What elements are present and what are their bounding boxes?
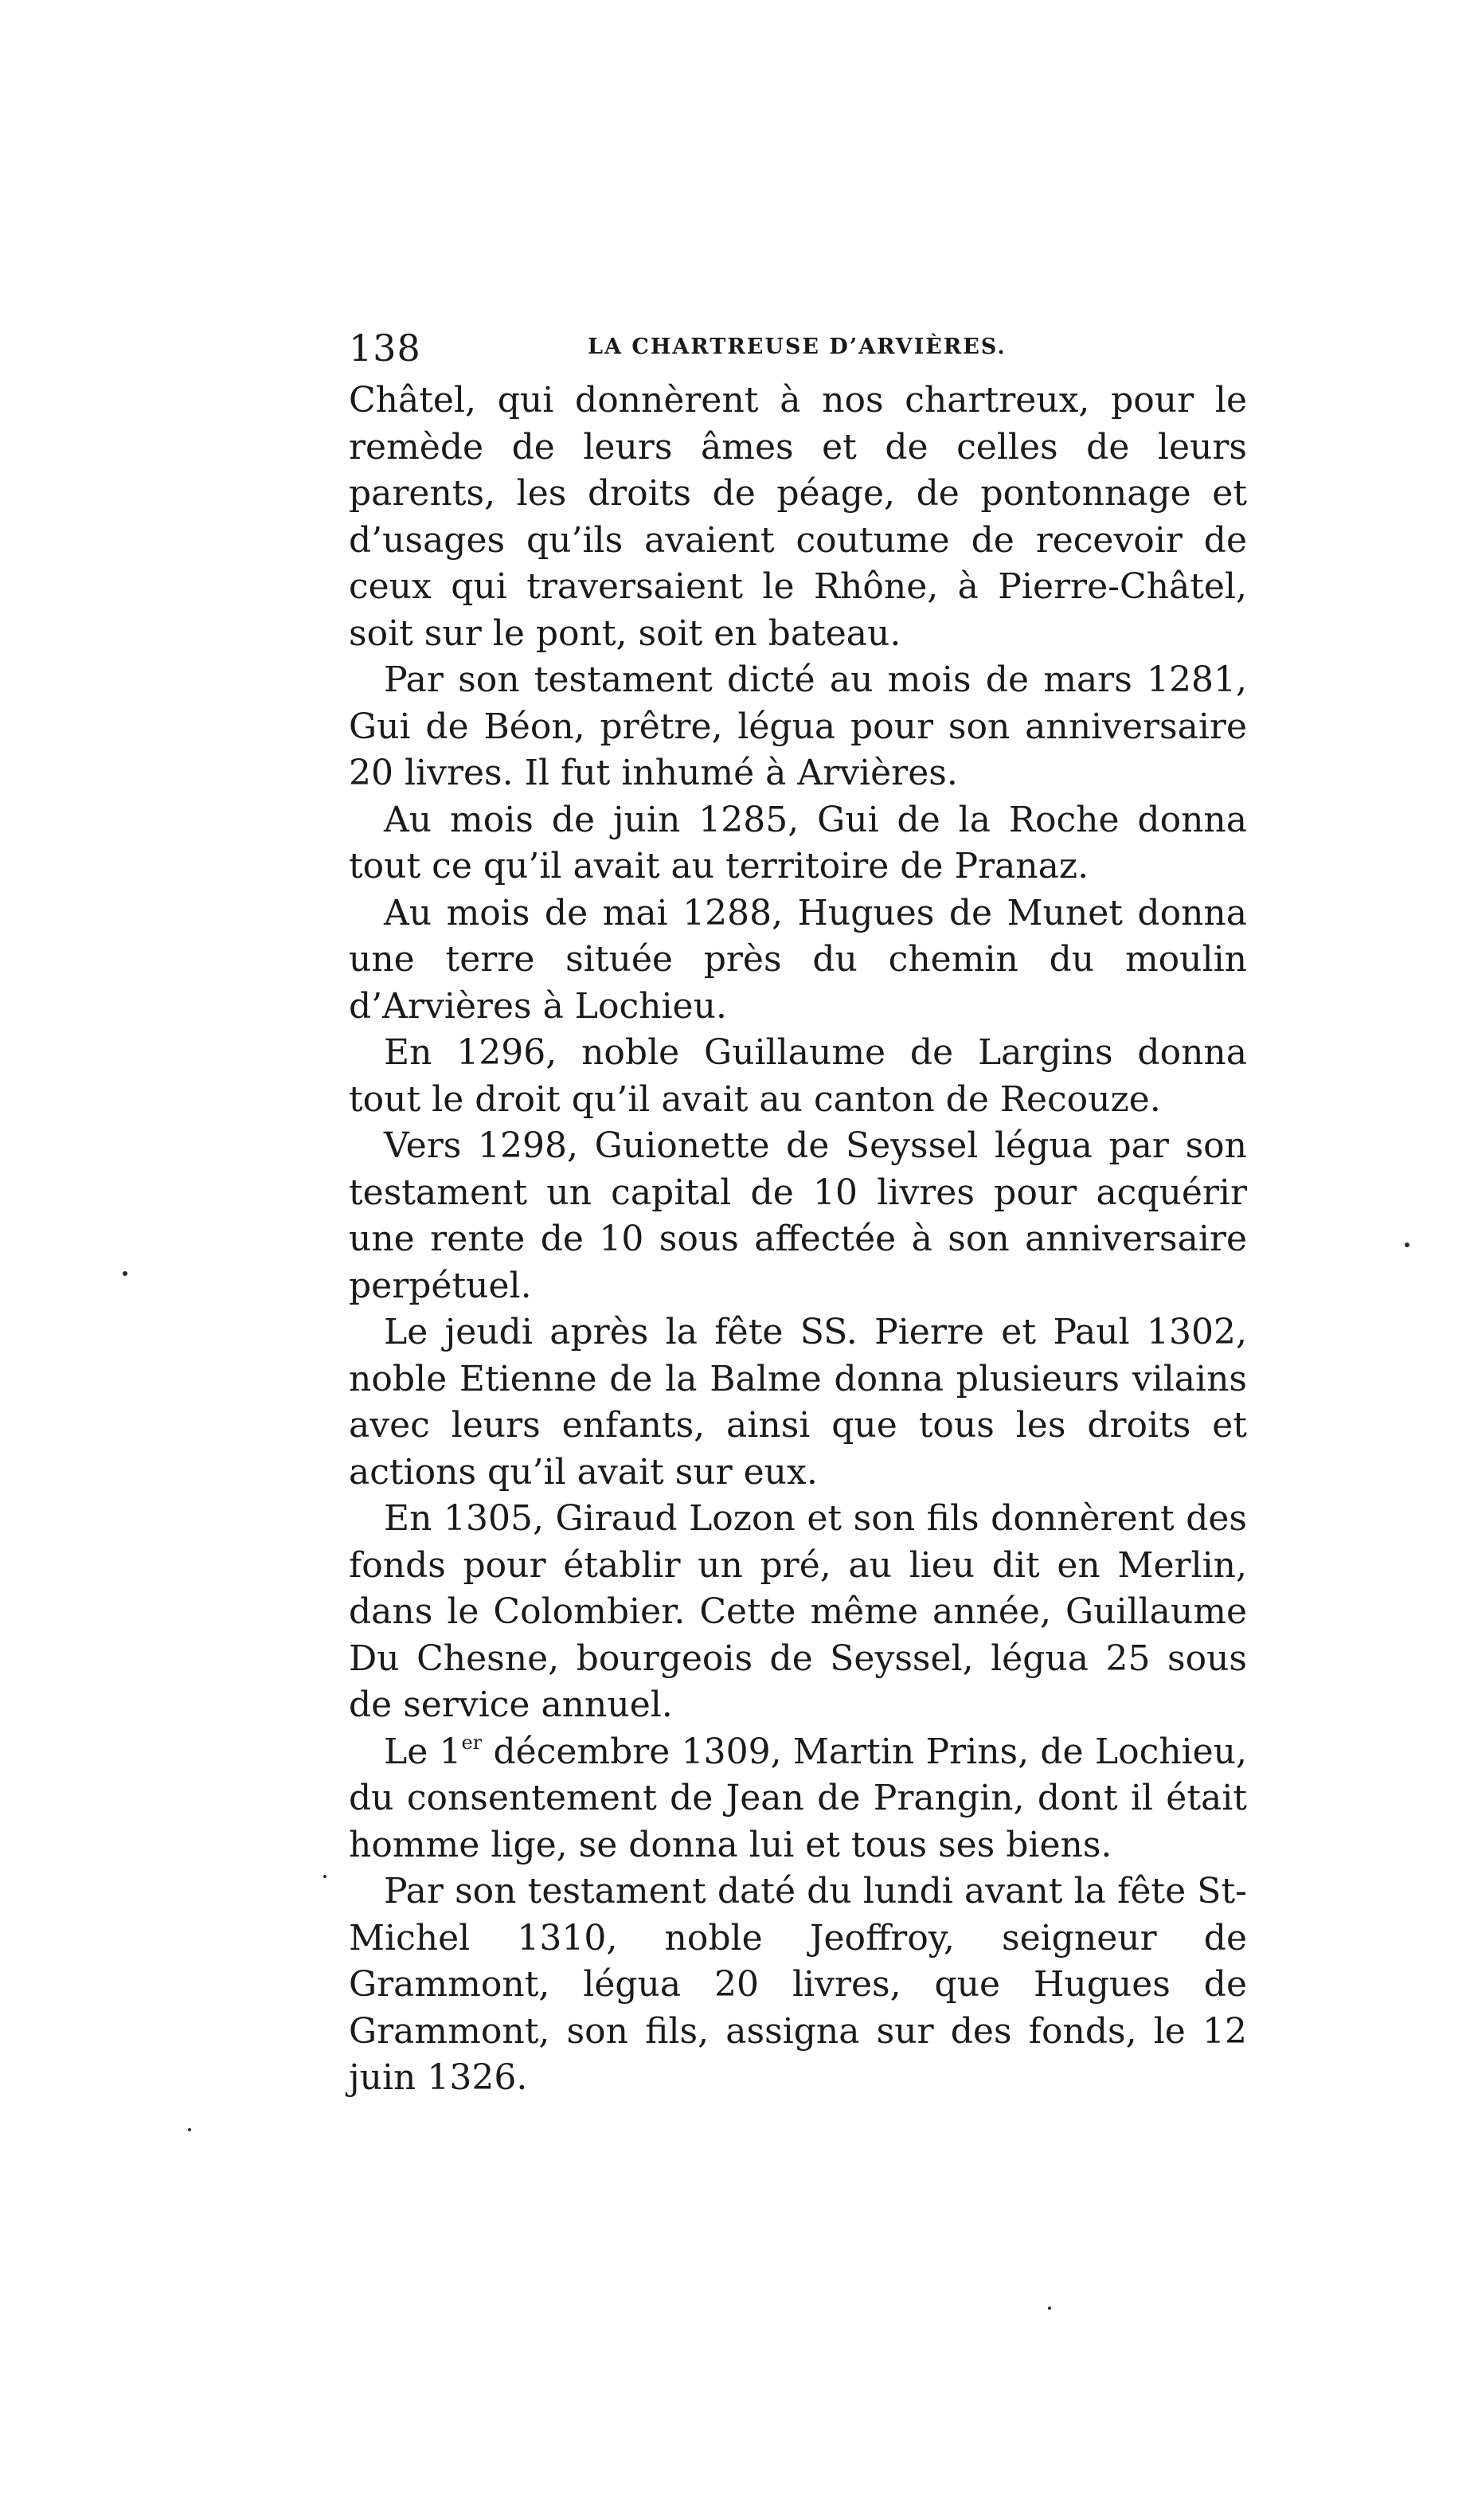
scan-speck <box>123 1271 127 1276</box>
paragraph-1281: Par son testament dicté au mois de mars 1281, Gui de Béon, prêtre, légua pour son anniversaire 20 livres. Il fut inhumé à Arvières. <box>349 659 1247 793</box>
scan-speck <box>323 1875 326 1878</box>
paragraph-1285: Au mois de juin 1285, Gui de la Roche donna tout ce qu’il avait au territoire de Pranaz. <box>349 799 1247 886</box>
paragraph-1296: En 1296, noble Guillaume de Largins donna tout le droit qu’il avait au canton de Recouze. <box>349 1032 1247 1120</box>
paragraph-continuation: Châtel, qui donnèrent à nos chartreux, pour le remède de leurs âmes et de celles de leurs parents, les droits de péage, de pontonnage et d’usages qu’ils avaient coutume de recevoir de ceux qui traversaient le Rhône, à Pierre-Châtel, soit sur le pont, soit en bateau. <box>349 380 1247 654</box>
paragraph-1305: En 1305, Giraud Lozon et son fils donnèrent des fonds pour établir un pré, au lieu dit en Merlin, dans le Colombier. Cette même année, Guillaume Du Chesne, bourgeois de Seyssel, légua 25 sous de service annuel. <box>349 1498 1247 1725</box>
paragraph-1309-rest: décembre 1309, Martin Prins, de Lochieu, du consentement de Jean de Prangin, dont il était homme lige, se donna lui et tous ses biens. <box>349 1731 1247 1865</box>
page-header <box>349 323 1247 371</box>
page-number: 138 <box>349 327 421 370</box>
body-text <box>349 378 1247 2102</box>
running-title: LA CHARTREUSE D’ARVIÈRES. <box>588 335 1007 359</box>
ordinal-superscript: er <box>461 1731 483 1754</box>
paragraph-1302: Le jeudi après la fête SS. Pierre et Paul 1302, noble Etienne de la Balme donna plusieurs vilains avec leurs enfants, ainsi que tous les droits et actions qu’il avait sur eux. <box>349 1312 1247 1493</box>
paragraph-1309-start: Le 1 <box>384 1731 462 1772</box>
paragraph-1310: Par son testament daté du lundi avant la fête St-Michel 1310, noble Jeoffroy, seigneur de Grammont, légua 20 livres, que Hugues de Grammont, son fils, assigna sur des fonds, le 12 juin 1326. <box>349 1871 1247 2098</box>
paragraph-1309 <box>349 1729 1247 1869</box>
paragraph-1298: Vers 1298, Guionette de Seyssel légua par son testament un capital de 10 livres pour acquérir une rente de 10 sous affectée à son anniversaire perpétuel. <box>349 1125 1247 1306</box>
scan-speck <box>1405 1242 1409 1247</box>
scan-speck <box>188 2128 191 2131</box>
paragraph-1288: Au mois de mai 1288, Hugues de Munet donna une terre située près du chemin du moulin d’Arvières à Lochieu. <box>349 892 1247 1027</box>
scan-speck <box>1048 2307 1051 2310</box>
